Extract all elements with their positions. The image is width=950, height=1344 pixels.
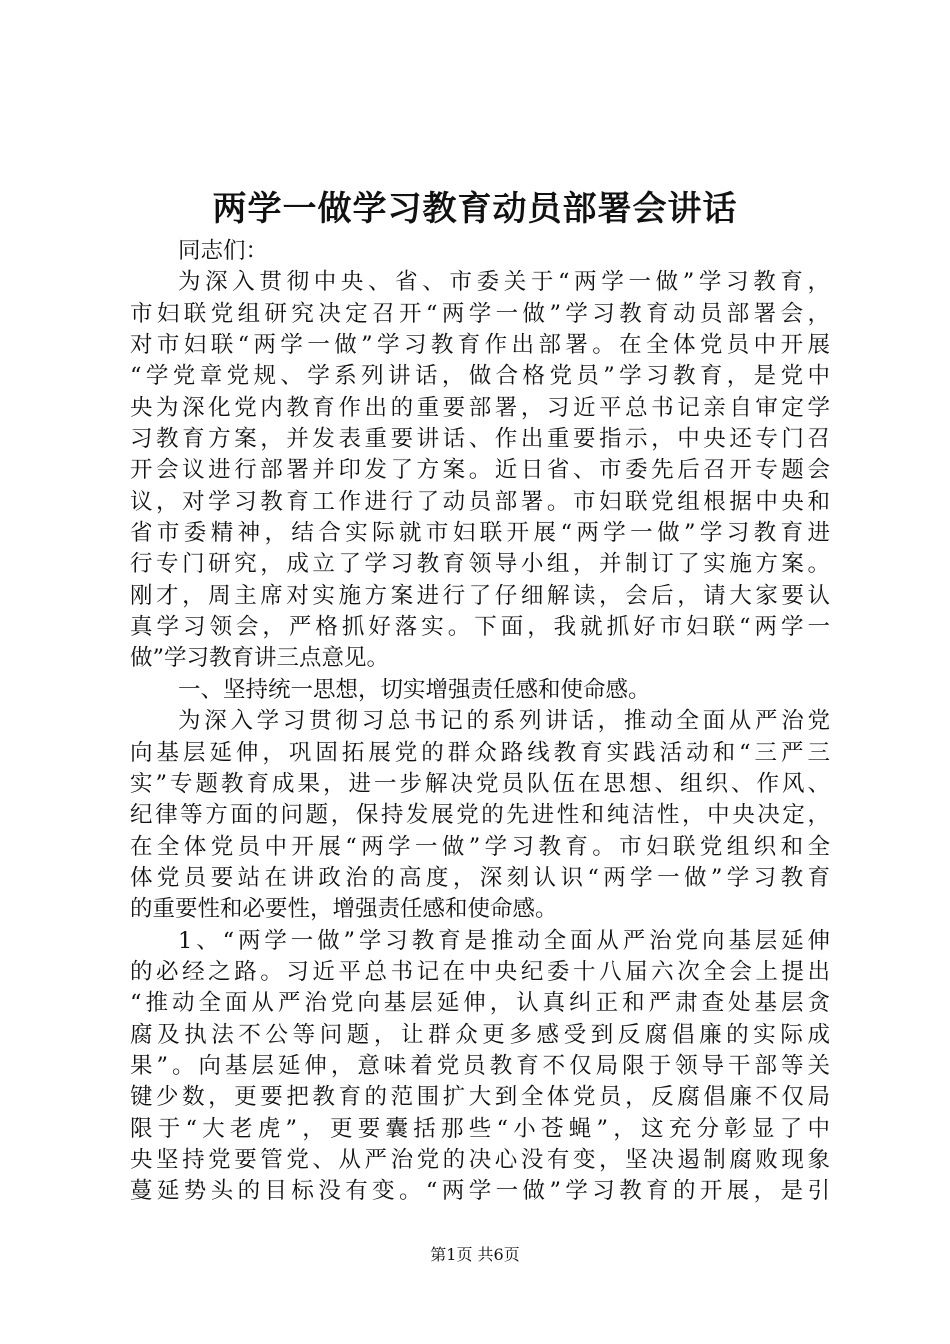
text-line: 同志们： <box>178 238 269 264</box>
text-line: 行专门研究，成立了学习教育领导小组，并制订了实施方案。 <box>130 551 830 578</box>
text-line: 做”学习教育讲三点意见。 <box>130 645 390 672</box>
text-line: 纪律等方面的问题，保持发展党的先进性和纯洁性，中央决定， <box>130 802 830 829</box>
text-line: 为深入学习贯彻习总书记的系列讲话，推动全面从严治党 <box>178 708 830 735</box>
text-line: 为深入贯彻中央、省、市委关于“两学一做”学习教育， <box>178 269 830 296</box>
text-line: 刚才，周主席对实施方案进行了仔细解读，会后，请大家要认 <box>130 582 830 609</box>
page-number-footer: 第1页 共6页 <box>430 1245 520 1264</box>
text-line: 实”专题教育成果，进一步解决党员队伍在思想、组织、作风、 <box>130 770 830 797</box>
text-line: 央坚持党要管党、从严治党的决心没有变，坚决遏制腐败现象 <box>130 1146 830 1173</box>
document-title: 两学一做学习教育动员部署会讲话 <box>212 189 738 229</box>
text-line: 体党员要站在讲政治的高度，深刻认识“两学一做”学习教育 <box>130 864 830 891</box>
text-line: 习教育方案，并发表重要讲话、作出重要指示，中央还专门召 <box>130 426 830 453</box>
text-line: 果”。向基层延伸，意味着党员教育不仅局限于领导干部等关 <box>130 1052 830 1079</box>
text-line: 央为深化党内教育作出的重要部署，习近平总书记亲自审定学 <box>130 394 830 421</box>
salutation-paragraph <box>130 236 830 267</box>
text-line: 的必经之路。习近平总书记在中央纪委十八届六次全会上提出 <box>130 958 830 985</box>
text-line: 一、坚持统一思想，切实增强责任感和使命感。 <box>178 676 651 703</box>
text-line: 1、“两学一做”学习教育是推动全面从严治党向基层延伸 <box>178 927 830 954</box>
text-line: 省市委精神，结合实际就市妇联开展“两学一做”学习教育进 <box>130 520 830 547</box>
text-line: 议，对学习教育工作进行了动员部署。市妇联党组根据中央和 <box>130 488 830 515</box>
text-line: 真学习领会，严格抓好落实。下面，我就抓好市妇联“两学一 <box>130 614 830 641</box>
text-line: 键少数，更要把教育的范围扩大到全体党员，反腐倡廉不仅局 <box>130 1084 830 1111</box>
document-body <box>130 236 830 1208</box>
text-line: 对市妇联“两学一做”学习教育作出部署。在全体党员中开展 <box>130 332 830 359</box>
section-paragraph <box>130 706 830 925</box>
section-heading <box>130 675 830 706</box>
text-line: 腐及执法不公等问题，让群众更多感受到反腐倡廉的实际成 <box>130 1021 830 1048</box>
text-line: “推动全面从严治党向基层延伸，认真纠正和严肃查处基层贪 <box>130 990 830 1017</box>
text-line: 限于“大老虎”，更要囊括那些“小苍蝇”，这充分彰显了中 <box>130 1115 830 1142</box>
point-paragraph <box>130 926 830 1208</box>
text-line: “学党章党规、学系列讲话，做合格党员”学习教育，是党中 <box>130 363 830 390</box>
text-line: 的重要性和必要性，增强责任感和使命感。 <box>130 896 558 923</box>
text-line: 向基层延伸，巩固拓展党的群众路线教育实践活动和“三严三 <box>130 739 830 766</box>
intro-paragraph <box>130 267 830 674</box>
text-line: 在全体党员中开展“两学一做”学习教育。市妇联党组织和全 <box>130 833 830 860</box>
text-line: 蔓延势头的目标没有变。“两学一做”学习教育的开展，是引 <box>130 1178 830 1205</box>
text-line: 市妇联党组研究决定召开“两学一做”学习教育动员部署会， <box>130 300 830 327</box>
text-line: 开会议进行部署并印发了方案。近日省、市委先后召开专题会 <box>130 457 830 484</box>
